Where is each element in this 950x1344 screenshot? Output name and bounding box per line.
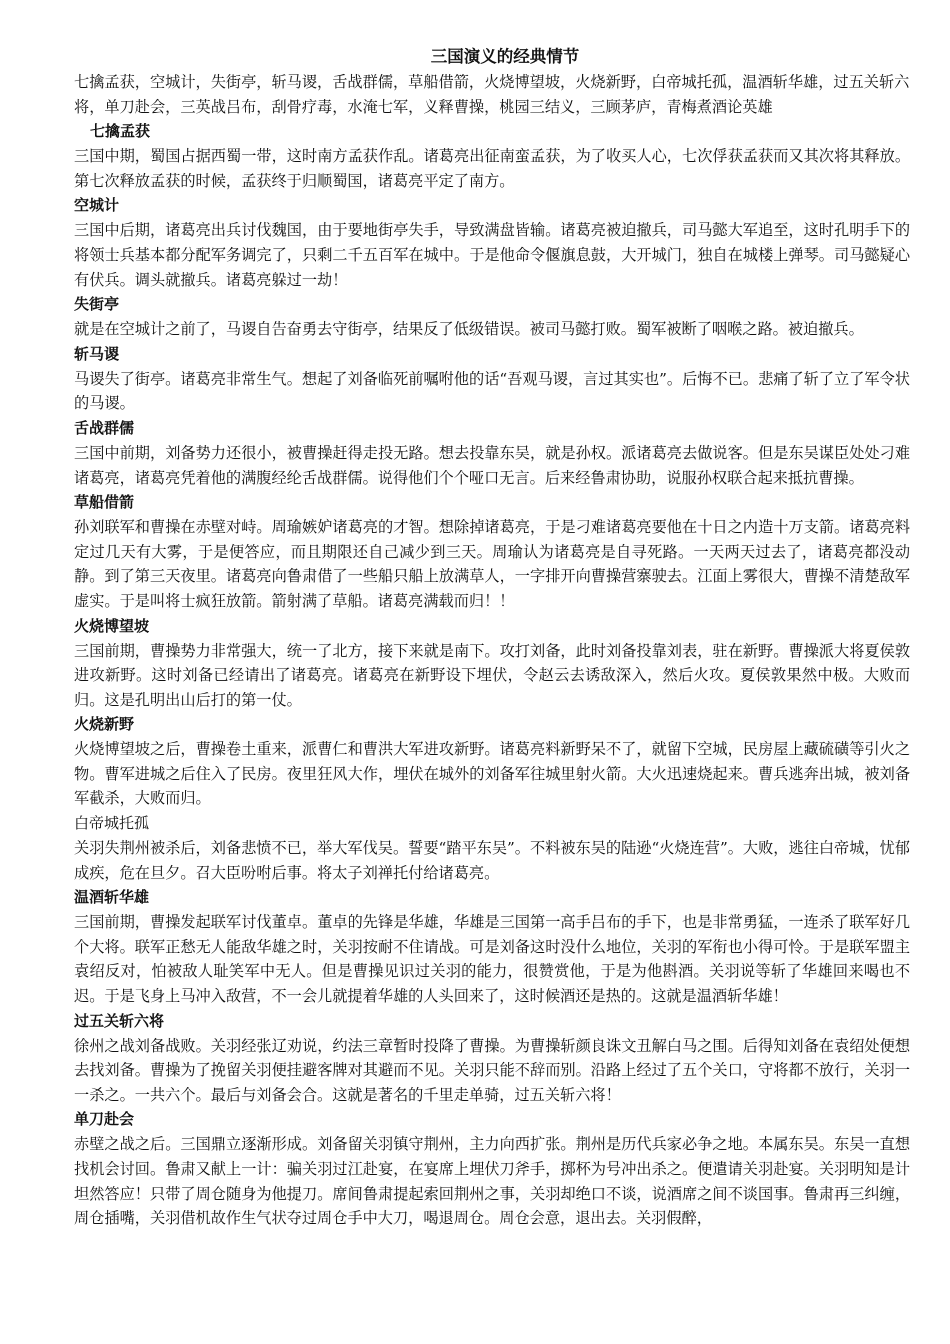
section-heading: 斩马谡 (74, 344, 120, 363)
section-heading: 过五关斩六将 (74, 1011, 165, 1030)
section-heading: 火烧博望坡 (74, 616, 150, 635)
section-paragraph: 火烧博望坡之后，曹操卷土重来，派曹仁和曹洪大军进攻新野。诸葛亮料新野呆不了，就留下空城，民房屋上藏硫磺等引火之物。曹军进城之后住入了民房。夜里狂风大作，埋伏在城外的刘备军往城里射火箭。大火迅速烧起来。曹兵逃奔出城，被刘备军截杀，大败而归。 (74, 740, 910, 808)
sections-container (74, 119, 910, 1231)
section-heading: 七擒孟获 (90, 122, 151, 141)
section-paragraph: 关羽失荆州被杀后，刘备悲愤不已，举大军伐吴。誓要“踏平东吴”。不料被东吴的陆逊“火烧连营”。大败，逃往白帝城，忧郁成疾，危在旦夕。召大臣吩咐后事。将太子刘禅托付给诸葛亮。 (74, 839, 910, 882)
document-page (74, 44, 910, 1231)
section-heading: 舌战群儒 (74, 418, 135, 437)
section-paragraph: 三国中后期，诸葛亮出兵讨伐魏国，由于要地街亭失手，导致满盘皆输。诸葛亮被迫撤兵，司马懿大军追至，这时孔明手下的将领士兵基本都分配军务调完了，只剩二千五百军在城中。于是他命令偃旗息鼓，大开城门，独自在城楼上弹琴。司马懿疑心有伏兵。调头就撤兵。诸葛亮躲过一劫！ (74, 221, 910, 289)
section-heading: 空城计 (74, 196, 120, 215)
section-paragraph: 孙刘联军和曹操在赤壁对峙。周瑜嫉妒诸葛亮的才智。想除掉诸葛亮，于是刁难诸葛亮要他在十日之内造十万支箭。诸葛亮料定过几天有大雾，于是便答应，而且期限还自己减少到三天。周瑜认为诸葛亮是自寻死路。一天两天过去了，诸葛亮都没动静。到了第三天夜里。诸葛亮向鲁肃借了一些船只船上放满草人，一字排开向曹操营寨驶去。江面上雾很大，曹操不清楚敌军虚实。于是叫将士疯狂放箭。箭射满了草船。诸葛亮满载而归！！ (74, 518, 910, 610)
document-title: 三国演义的经典情节 (430, 47, 580, 66)
section-heading: 草船借箭 (74, 493, 135, 512)
section-heading: 白帝城托孤 (74, 814, 150, 833)
section-paragraph: 徐州之战刘备战败。关羽经张辽劝说，约法三章暂时投降了曹操。为曹操斩颜良诛文丑解白马之围。后得知刘备在袁绍处便想去找刘备。曹操为了挽留关羽便挂避客牌对其避而不见。关羽只能不辞而别。沿路上经过了五个关口，守将都不放行，关羽一一杀之。一共六个。最后与刘备会合。这就是著名的千里走单骑，过五关斩六将！ (74, 1036, 910, 1104)
section-paragraph: 三国中期，蜀国占据西蜀一带，这时南方孟获作乱。诸葛亮出征南蛮孟获，为了收买人心，七次俘获孟获而又其次将其释放。第七次释放孟获的时候，孟获终于归顺蜀国，诸葛亮平定了南方。 (74, 147, 910, 190)
section-heading: 火烧新野 (74, 715, 135, 734)
section-heading: 单刀赴会 (74, 1110, 135, 1129)
section-heading: 失街亭 (74, 295, 120, 314)
section-paragraph: 马谡失了街亭。诸葛亮非常生气。想起了刘备临死前嘱咐他的话“吾观马谡，言过其实也”。后悔不已。悲痛了斩了立了军令状的马谡。 (74, 369, 910, 413)
section-heading: 温酒斩华雄 (74, 888, 150, 907)
section-paragraph: 赤壁之战之后。三国鼎立逐渐形成。刘备留关羽镇守荆州，主力向西扩张。荆州是历代兵家必争之地。本属东吴。东吴一直想找机会讨回。鲁肃又献上一计：骗关羽过江赴宴，在宴席上埋伏刀斧手，掷杯为号冲出杀之。便遣请关羽赴宴。关羽明知是计坦然答应！只带了周仓随身为他提刀。席间鲁肃提起索回荆州之事，关羽却绝口不谈，说酒席之间不谈国事。鲁肃再三纠缠，周仓插嘴，关羽借机故作生气状夺过周仓手中大刀，喝退周仓。周仓会意，退出去。关羽假醉， (74, 1135, 910, 1228)
section-paragraph: 就是在空城计之前了，马谡自告奋勇去守街亭，结果反了低级错误。被司马懿打败。蜀军被断了咽喉之路。被迫撤兵。 (74, 320, 864, 339)
plot-list: 七擒孟获，空城计，失街亭，斩马谡，舌战群儒，草船借箭，火烧博望坡，火烧新野，白帝城托孤，温酒斩华雄，过五关斩六将，单刀赴会，三英战吕布，刮骨疗毒，水淹七军，义释曹操，桃园三结义，三顾茅庐，青梅煮酒论英雄 (74, 73, 910, 116)
section-paragraph: 三国中前期，刘备势力还很小，被曹操赶得走投无路。想去投靠东吴，就是孙权。派诸葛亮去做说客。但是东吴谋臣处处刁难诸葛亮，诸葛亮凭着他的满腹经纶舌战群儒。说得他们个个哑口无言。后来经鲁肃协助，说服孙权联合起来抵抗曹操。 (74, 443, 910, 487)
section-paragraph: 三国前期，曹操发起联军讨伐董卓。董卓的先锋是华雄，华雄是三国第一高手吕布的手下，也是非常勇猛，一连杀了联军好几个大将。联军正愁无人能敌华雄之时，关羽按耐不住请战。可是刘备这时没什么地位，关羽的军衔也小得可怜。于是联军盟主袁绍反对，怕被敌人耻笑军中无人。但是曹操见识过关羽的能力，很赞赏他，于是为他斟酒。关羽说等斩了华雄回来喝也不迟。于是飞身上马冲入敌营，不一会儿就提着华雄的人头回来了，这时候酒还是热的。这就是温酒斩华雄！ (74, 913, 910, 1006)
section-paragraph: 三国前期，曹操势力非常强大，统一了北方，接下来就是南下。攻打刘备，此时刘备投靠刘表，驻在新野。曹操派大将夏侯敦进攻新野。这时刘备已经请出了诸葛亮。诸葛亮在新野设下埋伏，令赵云去诱敌深入，然后火攻。夏侯敦果然中极。大败而归。这是孔明出山后打的第一仗。 (74, 641, 910, 709)
